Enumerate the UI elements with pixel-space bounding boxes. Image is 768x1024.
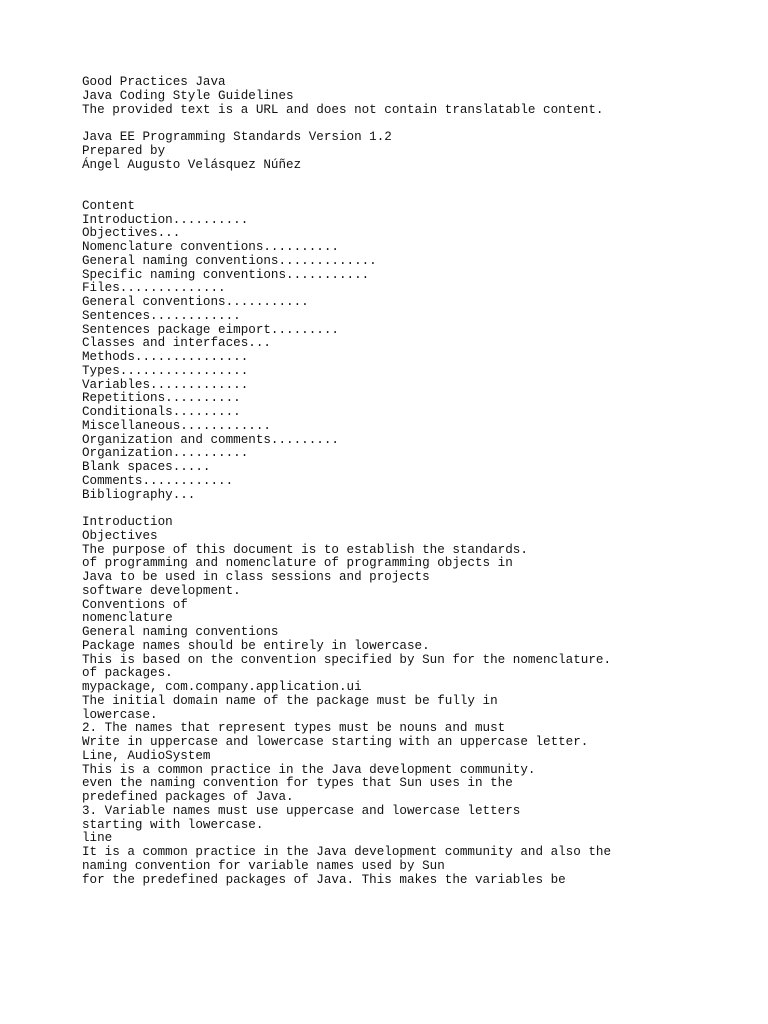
section-heading: Introduction [82,515,173,529]
spacer [82,502,742,516]
body-line: Write in uppercase and lowercase starting with an uppercase letter. [82,735,589,749]
body-line: The initial domain name of the package must be fully in [82,693,498,708]
toc-heading: Content [82,198,135,213]
body-line: This is based on the convention specified by Sun for the nomenclature. [82,652,612,667]
spacer [82,117,742,131]
body-line: for the predefined packages of Java. This makes the variables be [82,872,566,887]
toc-item: Repetitions.......... [82,391,241,406]
section-heading: nomenclature [82,611,173,626]
toc-item: Blank spaces..... [82,460,211,474]
body-line: It is a common practice in the Java development community and also the [82,845,612,859]
body-line: The purpose of this document is to establish the standards. [82,542,528,557]
toc-item: Conditionals......... [82,405,241,419]
prepared-by-label: Prepared by [82,143,166,158]
toc-item: General naming conventions............. [82,253,377,268]
toc-item: Sentences package eimport......... [82,322,339,337]
toc-item: Sentences............ [82,308,241,323]
code-example: line [82,831,113,846]
toc-item: Miscellaneous............ [82,418,271,433]
body-line: This is a common practice in the Java development community. [82,762,536,777]
document-subtitle: Java Coding Style Guidelines [82,88,294,103]
toc-item: Organization.......... [82,446,249,461]
header-block [82,76,742,117]
body-line: predefined packages of Java. [82,790,294,804]
toc-item: Organization and comments......... [82,432,339,447]
toc-item: Objectives... [82,226,181,241]
toc-item: Classes and interfaces... [82,336,271,351]
translation-note: The provided text is a URL and does not contain translatable content. [82,102,604,117]
code-example: mypackage, com.company.application.ui [82,680,362,694]
body-line: starting with lowercase. [82,817,264,832]
body-line: of programming and nomenclature of programming objects in [82,556,513,571]
body-line: 2. The names that represent types must be nouns and must [82,721,506,736]
code-example: Line, AudioSystem [82,748,211,763]
document-title: Good Practices Java [82,75,226,89]
body-line: even the naming convention for types that Sun uses in the [82,776,513,791]
section-heading: Objectives [82,528,158,543]
toc-item: General conventions........... [82,295,309,309]
standard-title: Java EE Programming Standards Version 1.2 [82,130,392,144]
body-text [82,516,742,887]
toc-item: Bibliography... [82,487,196,502]
toc-item: Nomenclature conventions.......... [82,240,339,254]
body-line: lowercase. [82,707,158,722]
body-line: naming convention for variable names used by Sun [82,858,445,873]
toc-item: Specific naming conventions........... [82,267,370,282]
toc-item: Comments............ [82,473,234,488]
toc-item: Types................. [82,363,249,378]
body-line: Java to be used in class sessions and projects [82,570,430,584]
toc-item: Introduction.......... [82,212,249,227]
body-line: Package names should be entirely in lowercase. [82,638,430,653]
document-page [82,76,742,887]
author-name: Ángel Augusto Velásquez Núñez [82,157,302,172]
table-of-contents [82,200,742,503]
section-heading: General naming conventions [82,625,279,639]
standard-block [82,131,742,172]
section-heading: Conventions of [82,597,188,612]
body-line: of packages. [82,666,173,681]
toc-item: Methods............... [82,350,249,364]
toc-item: Variables............. [82,377,249,392]
spacer [82,172,742,200]
body-line: software development. [82,583,241,598]
toc-item: Files.............. [82,281,226,296]
body-line: 3. Variable names must use uppercase and lowercase letters [82,803,521,818]
